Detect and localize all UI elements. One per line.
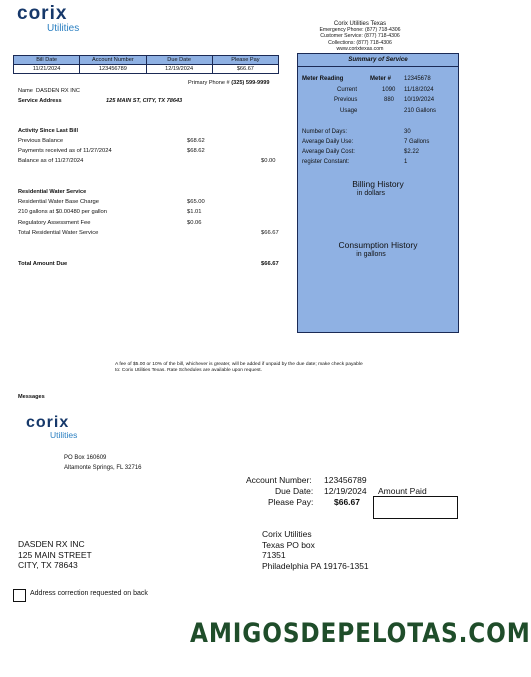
company-customer-service: Customer Service: (877) 718-4306 [320, 33, 400, 40]
amount-paid-field[interactable] [373, 496, 458, 519]
logo-word: corix [17, 3, 68, 24]
meter-no-label: Meter # [370, 76, 392, 82]
activity-row [18, 158, 280, 164]
stub-please-pay-label: Please Pay: [268, 497, 314, 507]
watermark-text: AMIGOSDEPELOTAS.COM [190, 618, 531, 649]
account-number-header: Account Number [80, 56, 146, 65]
activity-total: $0.00 [261, 158, 276, 164]
residential-label: Total Residential Water Service [18, 230, 99, 236]
residential-row [18, 199, 280, 205]
payee-address [262, 529, 369, 571]
address-correction-label: Address correction requested on back [30, 590, 148, 597]
previous-read: 880 [384, 97, 395, 103]
activity-label: Balance as of 11/27/2024 [18, 158, 84, 164]
messages-label: Messages [18, 394, 45, 400]
mailing-city: CITY, TX 78643 [18, 560, 78, 570]
stub-due-value: 12/19/2024 [324, 486, 367, 496]
service-address: 125 MAIN ST, CITY, TX 78643 [106, 98, 183, 104]
stub-account-label: Account Number: [246, 475, 312, 485]
consumption-history-title: Consumption History [338, 240, 418, 250]
activity-row [18, 148, 280, 154]
payee-name: Corix Utilities [262, 529, 312, 539]
residential-row [18, 230, 280, 236]
consumption-history-sub: in gallons [356, 251, 386, 258]
days-label: Number of Days: [302, 129, 348, 135]
logo-sub: Utilities [47, 23, 80, 34]
previous-label: Previous [334, 97, 358, 103]
payee-line4: Philadelphia PA 19176-1351 [262, 560, 369, 571]
avg-cost-label: Average Daily Cost: [302, 149, 355, 155]
company-web: www.corixtexas.com [336, 45, 384, 52]
activity-label: Previous Balance [18, 138, 64, 144]
stub-please-pay-value: $66.67 [334, 497, 360, 507]
residential-label: 210 gallons at $0.00480 per gallon [18, 209, 107, 215]
company-info [300, 21, 420, 52]
account-number-value: 123456789 [80, 65, 146, 74]
company-collections: Collections: (877) 718-4306 [328, 39, 392, 46]
stub-account-value: 123456789 [324, 475, 367, 485]
payee-line2: Texas PO box [262, 539, 315, 550]
activity-row [18, 138, 280, 144]
primary-phone-label: Primary Phone # [188, 80, 230, 86]
residential-amount: $65.00 [187, 199, 205, 205]
summary-of-service-box [297, 53, 459, 333]
primary-phone-value: (325) 599-9999 [231, 80, 270, 86]
due-date-value: 12/19/2024 [146, 65, 212, 74]
residential-label: Regulatory Assessment Fee [18, 220, 91, 226]
mailing-address [18, 539, 92, 571]
bill-date-value: 11/21/2024 [14, 65, 80, 74]
due-date-header: Due Date [146, 56, 212, 65]
avg-cost-value: $2.22 [404, 149, 420, 155]
current-date: 11/18/2024 [404, 87, 434, 93]
billing-history-sub: in dollars [356, 190, 385, 197]
customer-name-line [18, 88, 80, 94]
company-name: Corix Utilities Texas [333, 21, 387, 27]
bill-header-table [13, 55, 279, 74]
days-value: 30 [404, 129, 411, 135]
mailing-name: DASDEN RX INC [18, 539, 85, 549]
activity-title: Activity Since Last Bill [18, 128, 78, 134]
bill-date-header: Bill Date [14, 56, 80, 65]
avg-use-label: Average Daily Use: [302, 139, 354, 145]
register-constant-value: 1 [404, 159, 408, 165]
late-fee-note: A fee of $5.00 or 10% of the bill, whichever is greater, will be added if unpaid by the due date; make check payable to: Corix Utilities Texas. Rate Schedules are available upon request. [115, 362, 363, 373]
current-label: Current [337, 87, 358, 93]
previous-date: 10/19/2024 [404, 97, 435, 103]
please-pay-header: Please Pay [212, 56, 278, 65]
summary-divider [298, 66, 458, 67]
mailing-street: 125 MAIN STREET [18, 549, 92, 560]
current-read: 1090 [382, 87, 396, 93]
total-due-value: $66.67 [261, 261, 279, 267]
amount-paid-label: Amount Paid [378, 486, 427, 496]
activity-amount: $68.62 [187, 148, 205, 154]
customer-name: DASDEN RX INC [36, 88, 80, 94]
payee-line3: 71351 [262, 550, 286, 560]
logo-word: corix [26, 414, 70, 431]
total-due-label: Total Amount Due [18, 261, 68, 267]
total-due [18, 261, 280, 267]
billing-history-title: Billing History [352, 179, 404, 189]
avg-use-value: 7 Gallons [404, 139, 430, 145]
corix-logo-stub [26, 415, 96, 443]
activity-amount: $68.62 [187, 138, 205, 144]
residential-amount: $0.06 [187, 220, 202, 226]
residential-title: Residential Water Service [18, 189, 87, 195]
usage-label: Usage [340, 108, 358, 114]
customer-name-label: Name [18, 88, 33, 94]
residential-label: Residential Water Base Charge [18, 199, 99, 205]
remit-po-box: PO Box 160609 [64, 455, 107, 461]
meter-no-value: 12345678 [404, 76, 431, 82]
address-correction-checkbox[interactable] [13, 589, 26, 602]
residential-total: $66.67 [261, 230, 279, 236]
meter-reading-label: Meter Reading [302, 76, 344, 82]
corix-logo [17, 4, 97, 38]
residential-row [18, 209, 280, 215]
residential-amount: $1.01 [187, 209, 202, 215]
residential-row [18, 220, 280, 226]
remit-city: Altamonte Springs, FL 32716 [64, 465, 142, 471]
stub-due-label: Due Date: [275, 486, 314, 496]
activity-label: Payments received as of 11/27/2024 [18, 148, 112, 154]
logo-sub: Utilities [50, 430, 78, 440]
summary-title: Summary of Service [348, 56, 408, 63]
primary-phone [188, 80, 270, 86]
please-pay-value: $66.67 [212, 65, 278, 74]
usage-value: 210 Gallons [404, 108, 437, 114]
register-constant-label: register Constant: [302, 159, 350, 165]
company-phone: Emergency Phone: (877) 718-4306 [319, 27, 401, 34]
service-address-label: Service Address [18, 98, 62, 104]
